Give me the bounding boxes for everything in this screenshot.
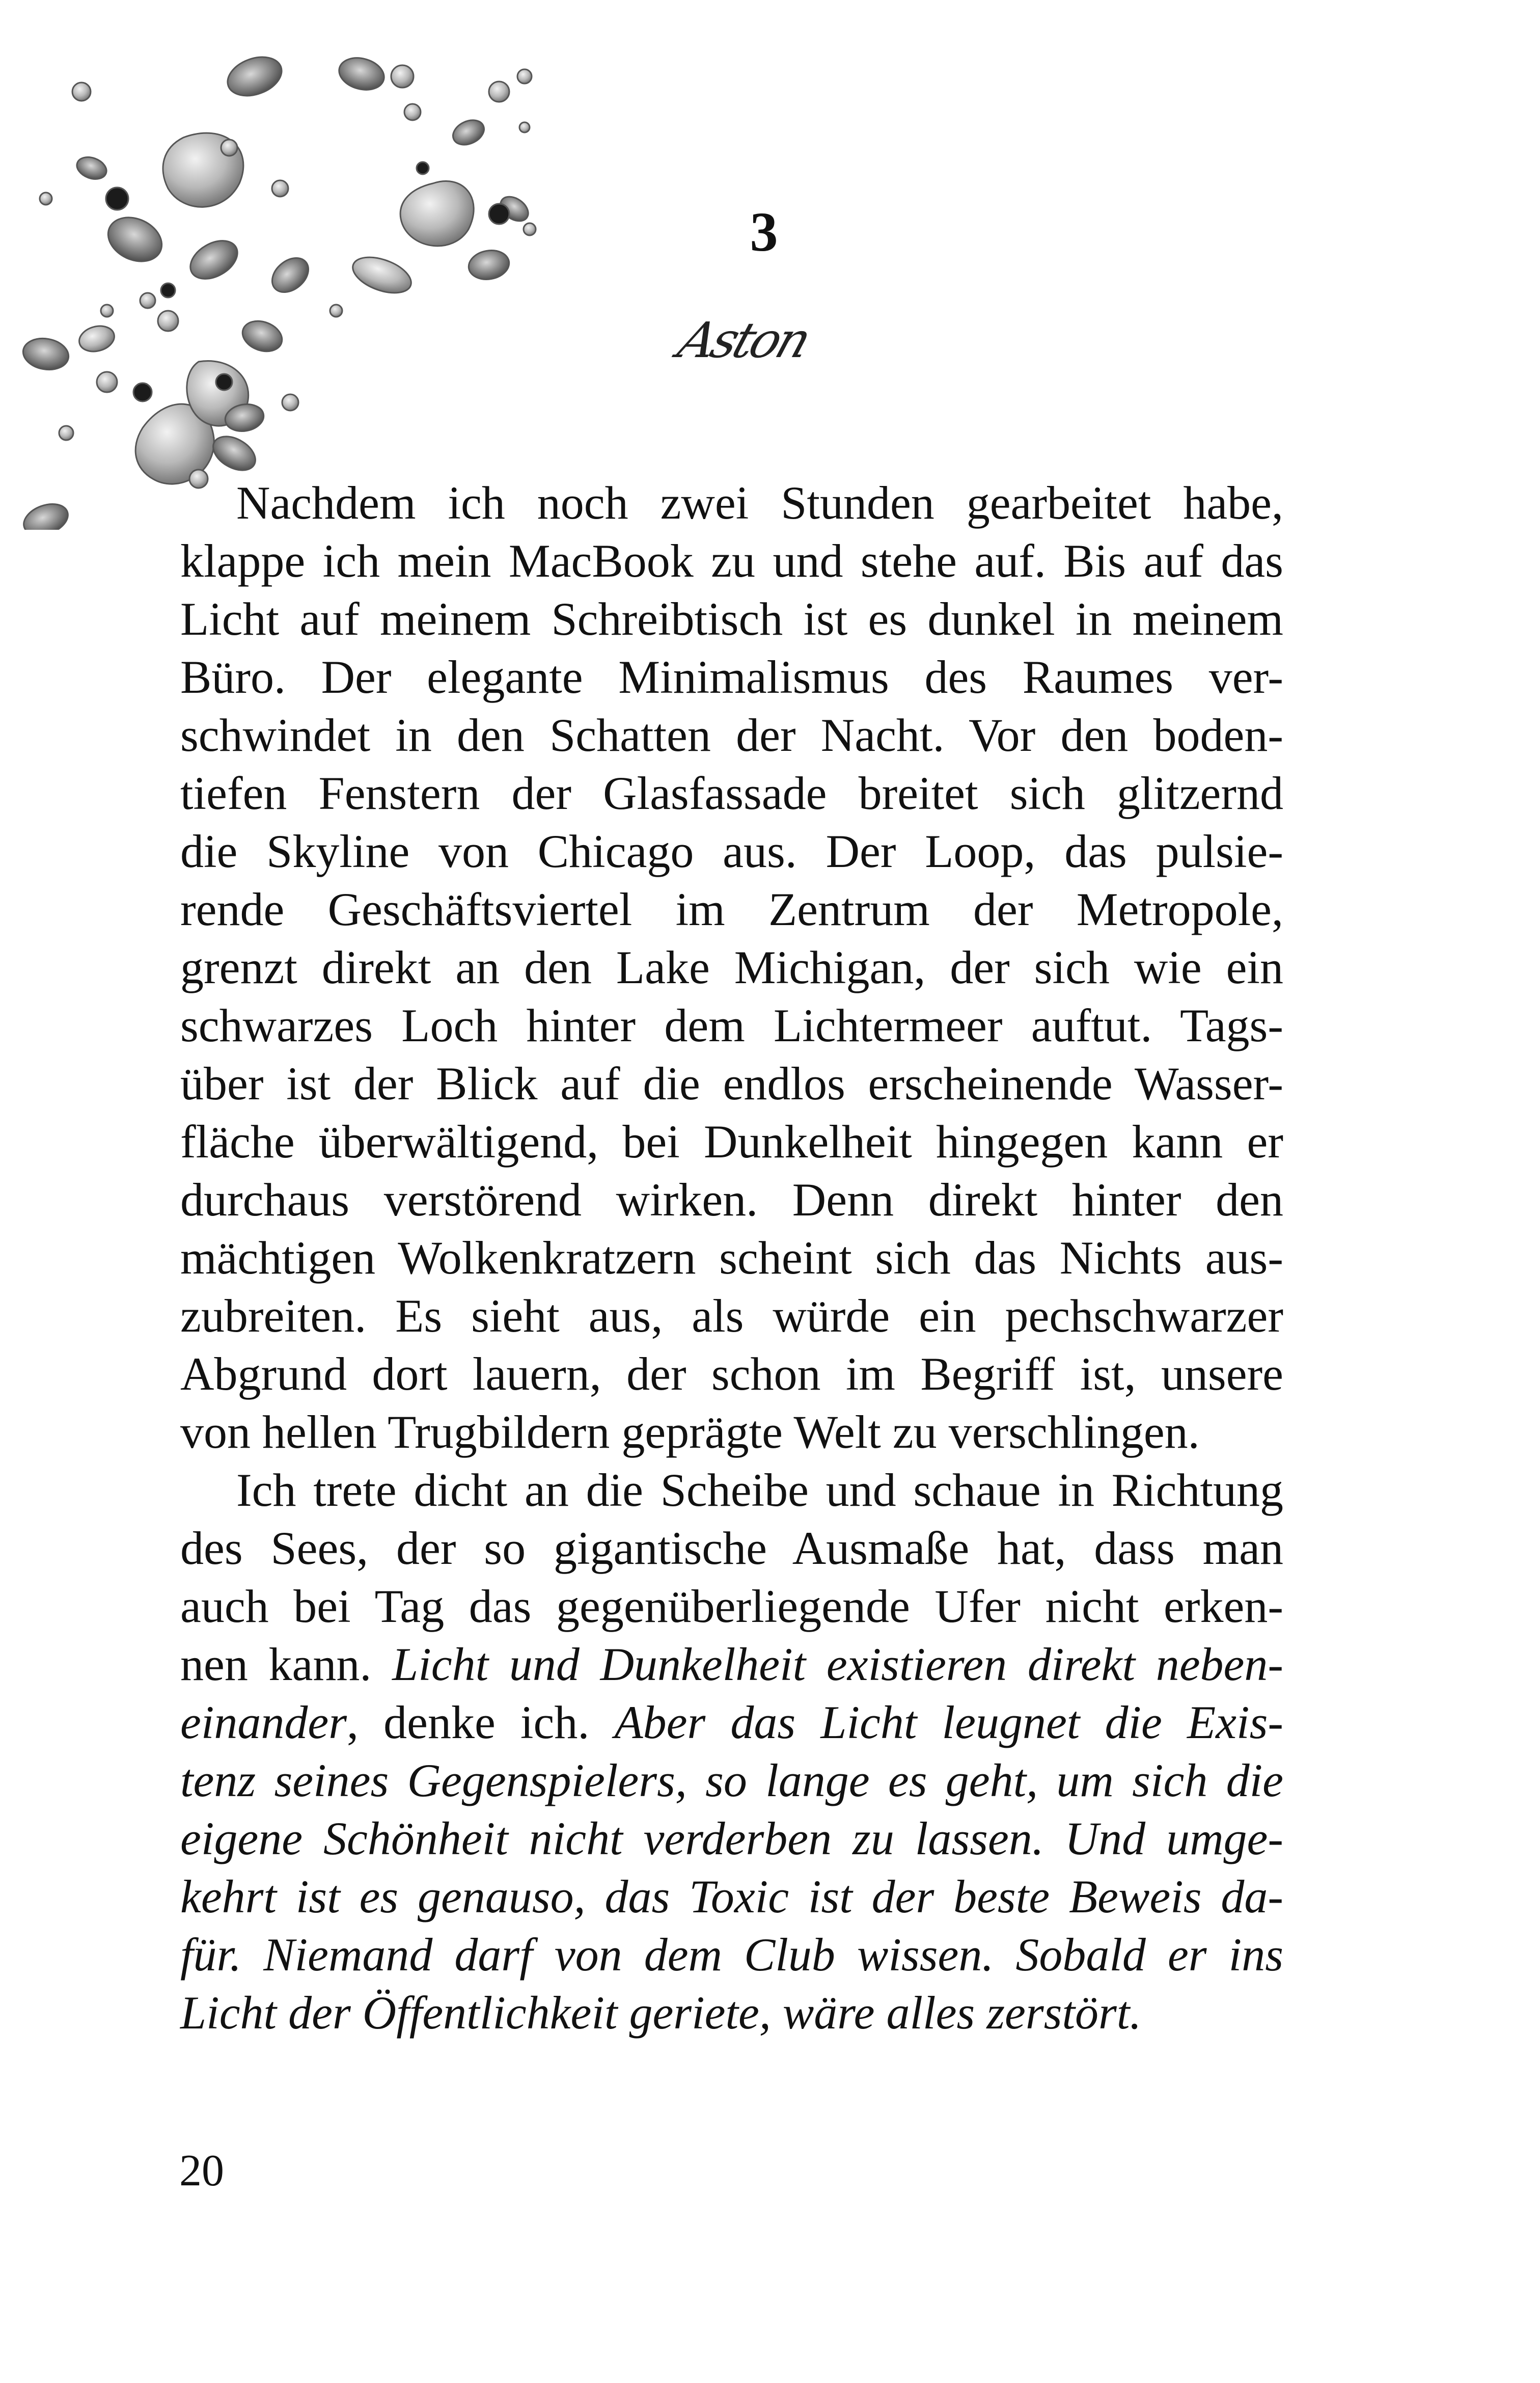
italic-text-segment: tenz seines Gegenspielers, so lange es geht, um sich die	[180, 1754, 1283, 1806]
text-segment: zubreiten. Es sieht aus, als würde ein pechschwarzer	[180, 1290, 1283, 1342]
text-line	[180, 1403, 1283, 1461]
text-segment: grenzt direkt an den Lake Michigan, der sich wie ein	[180, 941, 1283, 993]
text-segment: schwindet in den Schatten der Nacht. Vor den boden-	[180, 709, 1283, 761]
text-segment: fläche überwältigend, bei Dunkelheit hingegen kann er	[180, 1116, 1283, 1168]
text-segment: rende Geschäftsviertel im Zentrum der Metropole,	[180, 883, 1283, 935]
text-line	[180, 1054, 1283, 1113]
text-segment: Licht auf meinem Schreibtisch ist es dunkel in meinem	[180, 593, 1283, 645]
text-line	[180, 648, 1283, 706]
text-segment: mächtigen Wolkenkratzern scheint sich das Nichts aus-	[180, 1232, 1283, 1284]
text-line	[180, 1519, 1283, 1577]
text-segment: von hellen Trugbildern geprägte Welt zu verschlingen.	[180, 1406, 1200, 1458]
text-segment: des Sees, der so gigantische Ausmaße hat, dass man	[180, 1522, 1283, 1574]
text-line	[180, 1635, 1283, 1693]
text-line	[180, 1693, 1283, 1751]
text-line	[180, 1345, 1283, 1403]
chapter-number: 3	[750, 201, 778, 263]
text-line	[180, 474, 1283, 532]
body-text	[180, 474, 1283, 2042]
text-line	[180, 706, 1283, 764]
italic-text-segment: Licht der Öffentlichkeit geriete, wäre alles zerstört.	[180, 1987, 1142, 2039]
text-line	[180, 764, 1283, 822]
text-segment: über ist der Blick auf die endlos erscheinende Wasser-	[180, 1058, 1283, 1109]
text-line	[180, 1926, 1283, 1984]
text-segment: klappe ich mein MacBook zu und stehe auf. Bis auf das	[180, 535, 1283, 587]
text-line	[180, 590, 1283, 648]
text-line	[180, 1287, 1283, 1345]
text-line	[180, 1577, 1283, 1635]
text-line	[180, 1867, 1283, 1926]
text-segment: tiefen Fenstern der Glasfassade breitet sich glitzernd	[180, 767, 1283, 819]
italic-text-segment: einander	[180, 1696, 347, 1748]
text-segment: Ich trete dicht an die Scheibe und schaue in Richtung	[236, 1464, 1283, 1516]
text-segment: , denke ich.	[347, 1696, 615, 1748]
italic-text-segment: für. Niemand darf von dem Club wissen. Sobald er ins	[180, 1929, 1283, 1981]
text-segment: auch bei Tag das gegenüberliegende Ufer nicht erken-	[180, 1580, 1283, 1632]
italic-text-segment: kehrt ist es genauso, das Toxic ist der beste Beweis da-	[180, 1871, 1283, 1922]
text-segment: nen kann.	[180, 1638, 393, 1690]
page-number: 20	[179, 2146, 224, 2196]
italic-text-segment: Licht und Dunkelheit existieren direkt neben-	[392, 1638, 1284, 1690]
gemstone-ornament	[15, 46, 565, 530]
text-line	[180, 1113, 1283, 1171]
text-segment: Nachdem ich noch zwei Stunden gearbeitet habe,	[236, 477, 1283, 529]
text-segment: durchaus verstörend wirken. Denn direkt hinter den	[180, 1174, 1283, 1226]
text-segment: Abgrund dort lauern, der schon im Begriff ist, unsere	[180, 1348, 1283, 1400]
text-line	[180, 1229, 1283, 1287]
text-segment: schwarzes Loch hinter dem Lichtermeer auftut. Tags-	[180, 999, 1283, 1051]
text-line	[180, 938, 1283, 996]
text-segment: Büro. Der elegante Minimalismus des Raumes ver-	[180, 651, 1283, 703]
chapter-name: Aston	[671, 312, 816, 369]
text-line	[180, 1809, 1283, 1867]
text-line	[180, 1751, 1283, 1809]
text-line	[180, 822, 1283, 880]
text-line	[180, 1461, 1283, 1519]
text-line	[180, 532, 1283, 590]
text-line	[180, 996, 1283, 1054]
text-line	[180, 880, 1283, 938]
text-line	[180, 1984, 1283, 2042]
italic-text-segment: eigene Schönheit nicht verderben zu lassen. Und umge-	[180, 1812, 1283, 1864]
paragraph	[180, 1461, 1283, 2042]
text-line	[180, 1171, 1283, 1229]
text-segment: die Skyline von Chicago aus. Der Loop, das pulsie-	[180, 825, 1283, 877]
paragraph	[180, 474, 1283, 1461]
italic-text-segment: Aber das Licht leugnet die Exis-	[614, 1696, 1284, 1748]
